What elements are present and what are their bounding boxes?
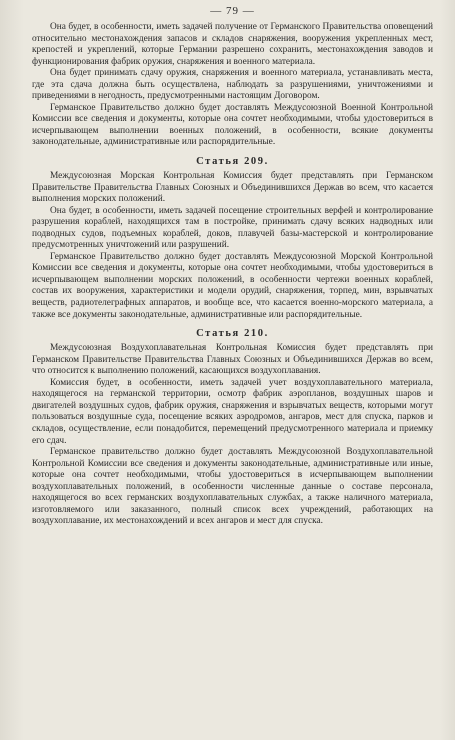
intro-section xyxy=(32,22,433,149)
paragraph: Комиссия будет, в особенности, иметь задачей учет воздухоплавательного материала, находящегося на германской территории, осмотр фабрик аэропланов, воздушных шаров и двигателей воздушных судов, фабрик оружия, снаряжения и взрывчатых веществ, которыми могут пользоваться воздушные суда, посещение всяких аэродромов, ангаров, мест для спуска, парков и складов, осуществление, если понадобится, перемещений предусмотренного материала и приемку его сдач. xyxy=(32,377,433,446)
paragraph: Германское Правительство должно будет доставлять Междусоюзной Военной Контрольной Комиссии все сведения и документы, которые она сочтет необходимыми, чтобы удостовериться в исчерпывающем выполнении военных положений, в особенности, всякие документы законодательные, административные или распорядительные. xyxy=(32,102,433,148)
paragraph: Она будет принимать сдачу оружия, снаряжения и военного материала, устанавливать места, где эта сдача должна быть осуществлена, наблюдать за разрушениями, уничтожениями и приведениями в негодность, предусмотренными настоящим Договором. xyxy=(32,68,433,102)
paragraph: Она будет, в особенности, иметь задачей посещение строительных верфей и контролирование разрушения кораблей, находящихся там в постройке, принимать сдачу всяких надводных или подводных судов, подъемных кораблей, доков, плавучей базы-мастерской и контролирование предусмотренных уничтожений или разрушений. xyxy=(32,205,433,251)
paragraph: Германское Правительство должно будет доставлять Междусоюзной Морской Контрольной Комиссии все сведения и документы, которые она сочтет необходимыми, чтобы удостовериться в исчерпывающем выполнении морских положений, в особенности чертежи военных кораблей, состав их вооружения, характеристики и модели орудий, снаряжения, торпед, мин, взрывчатых веществ, радиотелеграфных аппаратов, и вообще все, что касается военно-морского материала, а также все документы законодательные, административные или распорядительные. xyxy=(32,251,433,320)
page-number: — 79 — xyxy=(210,5,255,17)
paragraph: Междусоюзная Морская Контрольная Комиссия будет представлять при Германском Правительстве Правительства Главных Союзных и Объединившихся Держав во всем, что касается выполнения морских положений. xyxy=(32,171,433,205)
article-209-section xyxy=(32,155,433,321)
paragraph: Междусоюзная Воздухоплавательная Контрольная Комиссия будет представлять при Германском Правительстве Правительства Главных Союзных и Объединившихся Держав во всем, что относится к выполнению положений, касающихся воздухоплавания. xyxy=(32,343,433,377)
article-210-section xyxy=(32,327,433,528)
paragraph: Она будет, в особенности, иметь задачей получение от Германского Правительства оповещений относительно местонахождения запасов и складов снаряжения, вооружения укрепленных мест, крепостей и укреплений, которые Германии разрешено сохранить, местонахождения заводов и функционирования фабрик оружия, снаряжения и военного материала. xyxy=(32,22,433,67)
paragraph: Германское правительство должно будет доставлять Междусоюзной Воздухоплавательной Контрольной Комиссии все сведения и документы законодательные, административные или иные, которые она сочтет необходимыми, чтобы удостовериться в исчерпывающем выполнении воздухоплавательных положений, в особенности численные данные о составе персонала, находящегося во всех германских воздухоплавательных службах, а также наличного материала, изготовляемого или заказанного, полный список всех учреждений, работающих на воздухоплавание, их местонахождений и всех ангаров и мест для спуска. xyxy=(32,447,433,527)
article-210-heading: Статья 210. xyxy=(196,328,269,340)
article-209-heading: Статья 209. xyxy=(196,156,269,168)
